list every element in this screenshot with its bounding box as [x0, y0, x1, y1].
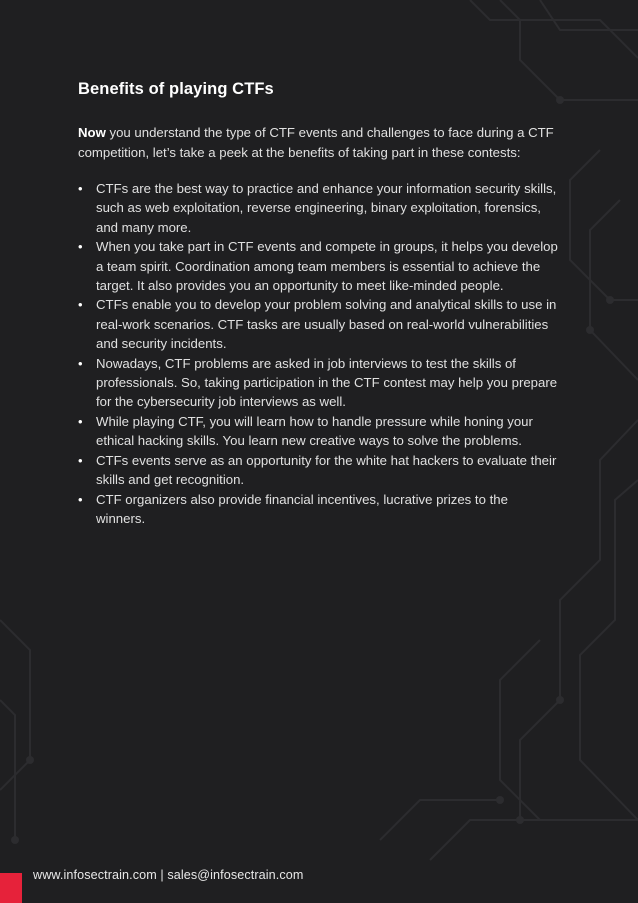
- list-item-text: Nowadays, CTF problems are asked in job interviews to test the skills of professionals. So, taking participation in the CTF contest may help you prepare for the cybersecurity job interviews as well.: [96, 355, 558, 410]
- bullet-icon: •: [78, 452, 83, 468]
- list-item-text: While playing CTF, you will learn how to handle pressure while honing your ethical hacking skills. You learn new creative ways to solve the problems.: [96, 413, 533, 449]
- list-item: [78, 451, 558, 490]
- list-item-text: When you take part in CTF events and compete in groups, it helps you develop a team spirit. Coordination among team members is essential to achieve the target. It also provides you an opportunity to meet like-minded people.: [96, 239, 558, 294]
- list-item-text: CTFs are the best way to practice and enhance your information security skills, such as web exploitation, reverse engineering, binary exploitation, forensics, and many more.: [96, 181, 557, 235]
- bullet-icon: •: [78, 491, 83, 507]
- footer-contact: www.infosectrain.com | sales@infosectrain.com: [33, 868, 304, 882]
- bullet-icon: •: [78, 413, 83, 429]
- list-item: [78, 412, 558, 451]
- benefits-list: [78, 179, 558, 528]
- brand-red-marker: [0, 873, 22, 903]
- bullet-icon: •: [78, 181, 83, 196]
- list-item-text: CTFs events serve as an opportunity for the white hat hackers to evaluate their skills and get recognition.: [96, 452, 557, 488]
- list-item: [78, 354, 558, 412]
- section-heading: Benefits of playing CTFs: [78, 80, 274, 98]
- page-content: [78, 80, 558, 528]
- list-item: [78, 179, 558, 237]
- list-item: [78, 295, 558, 353]
- intro-text: you understand the type of CTF events and challenges to face during a CTF competition, let’s take a peek at the benefits of taking part in these contests:: [78, 125, 554, 160]
- bullet-icon: •: [78, 355, 83, 371]
- intro-lead-word: Now: [78, 125, 106, 140]
- list-item-text: CTFs enable you to develop your problem solving and analytical skills to use in real-work scenarios. CTF tasks are usually based on real-world vulnerabilities and security incidents.: [96, 297, 557, 352]
- intro-paragraph: [78, 123, 558, 162]
- bullet-icon: •: [78, 239, 83, 255]
- list-item: [78, 237, 558, 295]
- list-item: [78, 490, 558, 529]
- bullet-icon: •: [78, 297, 83, 313]
- list-item-text: CTF organizers also provide financial incentives, lucrative prizes to the winners.: [96, 491, 508, 526]
